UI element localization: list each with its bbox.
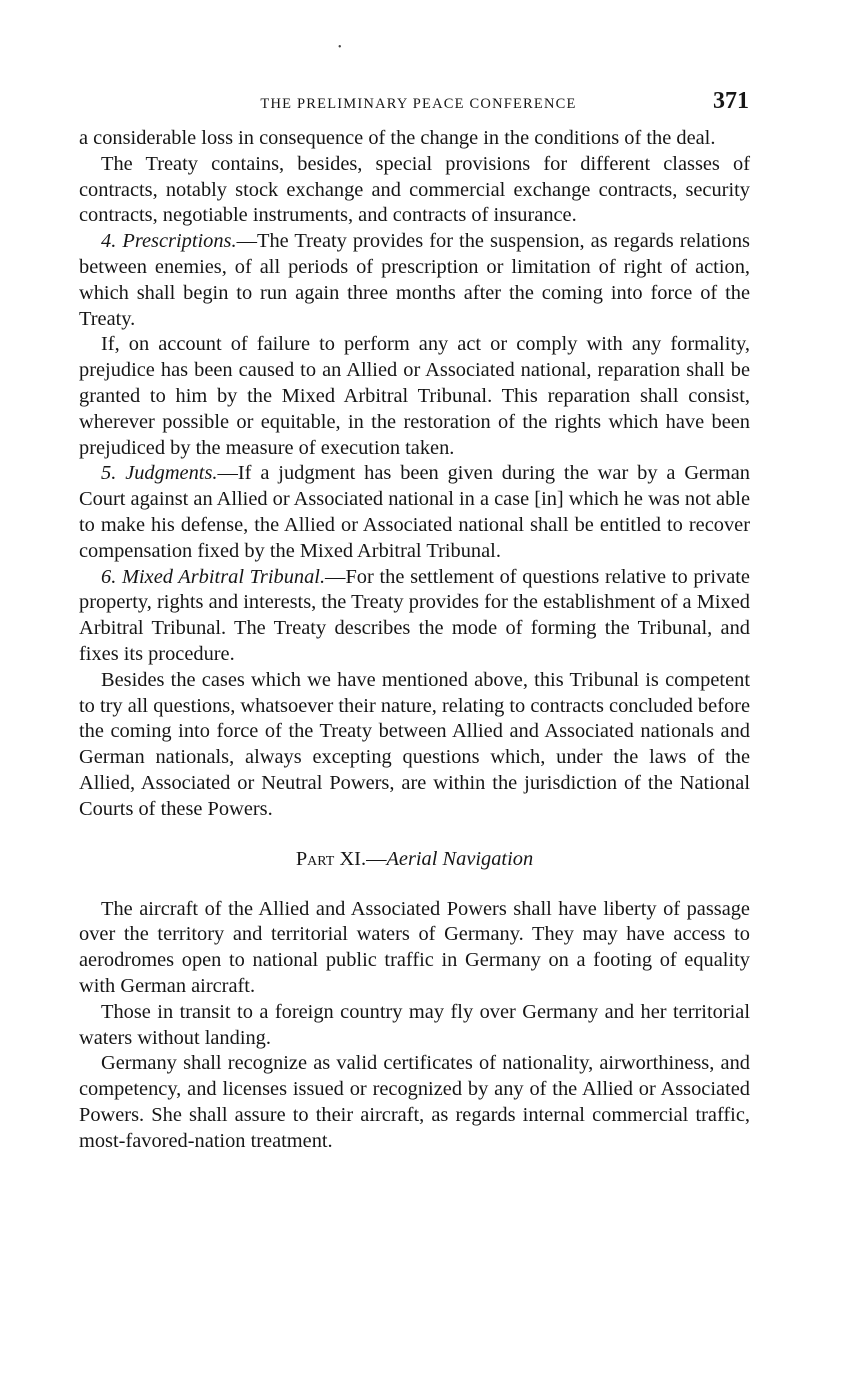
paragraph-prescriptions (79, 229, 750, 332)
paragraph-tribunal-competence (79, 668, 750, 823)
paragraph-text: The aircraft of the Allied and Associated Powers shall have liberty of passage over the territory and territorial waters of Germany. They may have access to aerodromes open to national public traffic in Germany on a footing of equality with German aircraft. (79, 897, 750, 997)
section-title: Judgments. (125, 462, 218, 485)
paragraph-continued (79, 126, 750, 152)
paragraph-certificates (79, 1051, 750, 1154)
paragraph-text: Besides the cases which we have mentioned above, this Tribunal is competent to try all questions, whatsoever their nature, relating to contracts concluded before the coming into force of the Treaty between Allied and Associated nationals and German nationals, always excepting questions which, under the laws of the Allied, Associated or Neutral Powers, are within the jurisdiction of the National Courts of these Powers. (79, 668, 750, 820)
paragraph-judgments (79, 461, 750, 564)
part-title: Aerial Navigation (386, 847, 534, 870)
running-head: THE PRELIMINARY PEACE CONFERENCE (260, 96, 577, 112)
paragraph-transit (79, 1000, 750, 1052)
section-number: 6. (101, 565, 117, 588)
paragraph-reparation (79, 332, 750, 461)
print-mark: • (338, 42, 342, 53)
part-heading (79, 846, 750, 872)
paragraph-text: Those in transit to a foreign country may fly over Germany and her territorial waters without landing. (79, 1000, 750, 1049)
paragraph-text: —For the settlement of questions relative to private property, rights and interests, the Treaty provides for the establishment of a Mixed Arbitral Tribunal. The Treaty describes the mode of forming the Tribunal, and fixes its procedure. (79, 565, 750, 665)
paragraph-special-provisions (79, 152, 750, 229)
paragraph-text: —If a judgment has been given during the war by a German Court against an Allied or Associated national in a case [in] which he was not able to make his defense, the Allied or Associated national shall be entitled to recover compensation fixed by the Mixed Arbitral Tribunal. (79, 462, 751, 562)
paragraph-aircraft-liberty (79, 897, 750, 1000)
section-number: 4. (101, 230, 117, 253)
section-number: 5. (101, 462, 117, 485)
paragraph-text: If, on account of failure to perform any act or comply with any formality, prejudice has been caused to an Allied or Associated national, reparation shall be granted to him by the Mixed Arbitral Tribunal. This reparation shall consist, wherever possible or equitable, in the restoration of the rights which have been prejudiced by the measure of execution taken. (79, 333, 750, 459)
paragraph-mixed-arbitral-tribunal (79, 565, 750, 668)
paragraph-text: —The Treaty provides for the suspension, as regards relations between enemies, of all periods of prescription or limitation of right of action, which shall begin to run again three months after the coming into force of the Treaty. (79, 230, 750, 330)
page-number: 371 (713, 88, 749, 114)
section-title: Prescriptions. (122, 230, 237, 253)
part-dash: — (366, 847, 387, 870)
paragraph-text: a considerable loss in consequence of the change in the conditions of the deal. (79, 127, 716, 149)
section-title: Mixed Arbitral Tribunal. (122, 565, 326, 588)
page-header (79, 86, 750, 126)
part-label: Part XI. (295, 847, 367, 870)
book-page (79, 86, 750, 1154)
page-body (79, 126, 750, 1154)
paragraph-text: The Treaty contains, besides, special provisions for different classes of contracts, notably stock exchange and commercial exchange contracts, security contracts, negotiable instruments, and contracts of insurance. (79, 152, 750, 227)
paragraph-text: Germany shall recognize as valid certificates of nationality, airworthiness, and competency, and licenses issued or recognized by any of the Allied or Associated Powers. She shall assure to their aircraft, as regards internal commercial traffic, most-favored-nation treatment. (79, 1052, 750, 1152)
